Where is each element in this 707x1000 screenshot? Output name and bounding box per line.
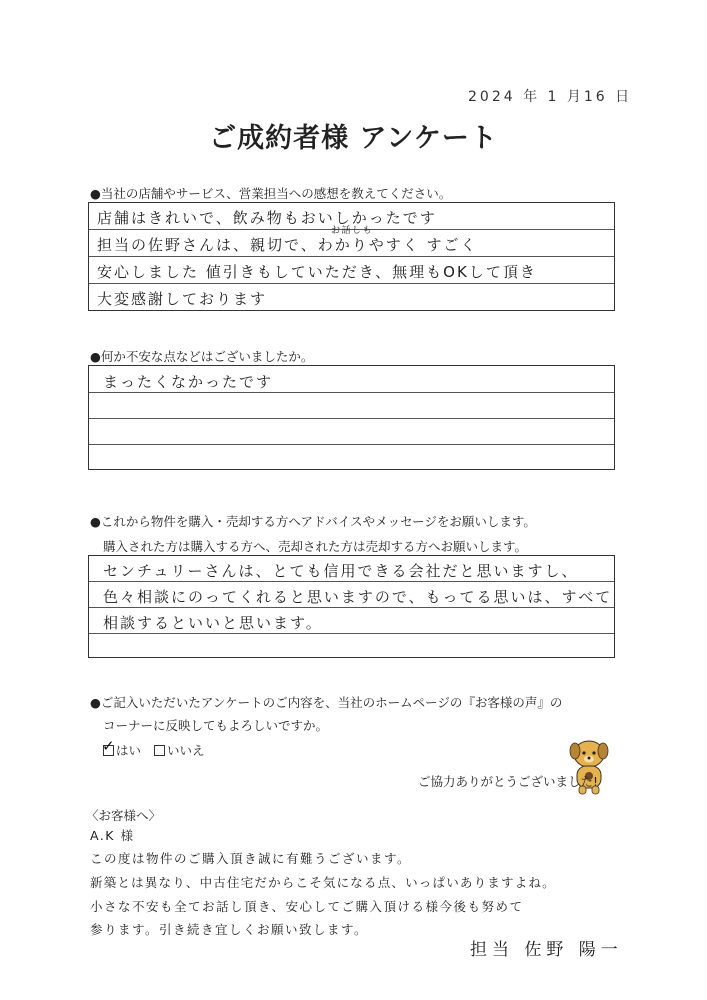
reply-line-4: 参ります。引き続き宜しくお願い致します。 <box>90 922 369 937</box>
yes-checkbox[interactable] <box>102 737 115 756</box>
check-mark-icon: ✓ <box>102 737 115 755</box>
reply-line-3: 小さな不安も全てお話し頂き、安心してご購入頂ける様今後も努めて <box>90 899 524 914</box>
answer-1-line-2: 担当の佐野さんは、親切で、わかりやすく すごく <box>97 236 478 254</box>
thanks-message: ご協力ありがとうございました! <box>418 774 599 789</box>
answer-1-correction: お話しも <box>331 226 374 236</box>
option-no-label: いいえ <box>167 743 205 758</box>
reply-header: 〈お客様へ〉 <box>86 808 162 823</box>
reply-line-2: 新築とは異なり、中古住宅だからこそ気になる点、いっぱいありますよね。 <box>90 875 556 890</box>
option-yes[interactable] <box>102 737 142 759</box>
question-3-sub: 購入された方は購入する方へ、売却された方は売却する方へお願いします。 <box>103 539 528 554</box>
reply-customer-name: A.K 様 <box>90 828 135 843</box>
question-1: ●当社の店舗やサービス、営業担当への感想を教えてください。 <box>90 186 452 201</box>
reply-line-1: この度は物件のご購入頂き誠に有難うございます。 <box>90 851 412 866</box>
answer-box-3 <box>88 555 615 658</box>
answer-3-line-2: 色々相談にのってくれると思いますので、もってる思いは、すべて <box>103 588 613 606</box>
answer-box-1 <box>88 202 615 311</box>
answer-3-line-1: センチュリーさんは、とても信用できる会社だと思いますし、 <box>103 562 579 580</box>
answer-1-line-3: 安心しました 値引きもしていただき、無理もOKして頂き <box>97 263 537 281</box>
question-4: ●ご記入いただいたアンケートのご内容を、当社のホームページの『お客様の声』の <box>90 695 563 710</box>
question-4-sub: コーナーに反映してもよろしいですか。 <box>103 718 329 733</box>
answer-1-line-1: 店舗はきれいで、飲み物もおいしかったです <box>97 209 437 227</box>
question-3: ●これから物件を購入・売却する方へアドバイスやメッセージをお願いします。 <box>90 514 536 529</box>
reply-signature: 担当 佐野 陽一 <box>470 940 623 960</box>
answer-box-2 <box>88 365 615 470</box>
page-title: ご成約者様 アンケート <box>209 123 498 154</box>
question-2: ●何か不安な点などはございましたか。 <box>90 349 314 364</box>
option-no[interactable] <box>154 741 205 759</box>
option-yes-label: はい <box>116 743 142 758</box>
survey-date: 2024 年 1 月16 日 <box>468 89 633 105</box>
answer-1-line-4: 大変感謝しております <box>97 290 268 308</box>
answer-3-line-3: 相談するといいと思います。 <box>103 614 323 632</box>
answer-2-line-1: まったくなかったです <box>103 373 274 391</box>
no-checkbox[interactable] <box>154 745 165 756</box>
